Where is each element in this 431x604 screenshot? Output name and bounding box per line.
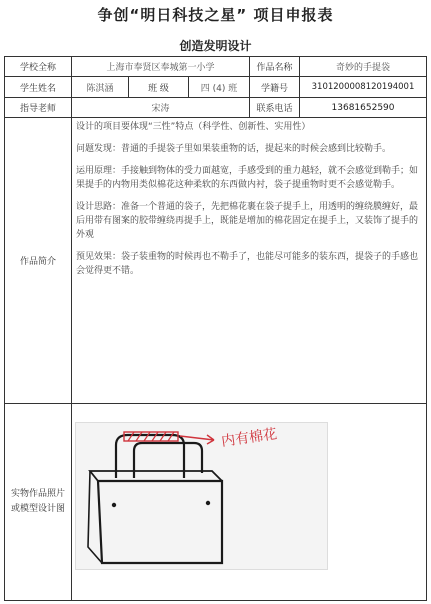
- bag-rivet-left: [112, 503, 116, 507]
- form-title: 争创“明日科技之星” 项目申报表: [97, 6, 334, 24]
- row-photo: [5, 404, 427, 601]
- work-name-label: 作品名称: [250, 57, 300, 77]
- school-value: 上海市奉贤区奉城第一小学: [72, 57, 250, 77]
- intro-label: 作品简介: [5, 118, 72, 404]
- student-label: 学生姓名: [5, 77, 72, 98]
- intro-paragraph-effect: 预见效果：袋子装重物的时候再也不勒手了，也能尽可能多的装东西，提袋子的手感也会觉得更不错。: [76, 252, 419, 276]
- intro-content: [72, 118, 427, 404]
- row-intro: [5, 118, 427, 404]
- cotton-annotation: 内有棉花: [220, 426, 279, 450]
- intro-paragraph-requirement: 设计的项目要体现“三性”特点（科学性、创新性、实用性）: [76, 122, 311, 132]
- student-id-value: 3101200008120194001: [300, 77, 427, 98]
- intro-paragraph-design: 设计思路：准备一个普通的袋子，先把棉花裹在袋子提手上，用透明的缠绕膜缠好，最后用带有图案的胶带缠绕再提手上，既能是增加的棉花固定在提手上，又装饰了提手的外观: [76, 202, 419, 240]
- intro-paragraph-principle: 运用原理：手接触到物体的受力面越宽，手感受到的重力越轻，就不会感觉到勒手；如果提手的内物用类似棉花这种柔软的东西做内衬，袋子提重物时更不会感觉勒手。: [76, 166, 419, 190]
- student-id-label: 学籍号: [250, 77, 300, 98]
- photo-label: 实物作品照片或模型设计图: [5, 404, 72, 601]
- bag-sketch-photo: [75, 422, 328, 570]
- bag-sketch-drawing: [76, 423, 327, 569]
- class-label: 班 级: [129, 77, 189, 98]
- photo-cell: [72, 404, 427, 601]
- phone-value: 13681652590: [300, 98, 427, 118]
- row-teacher: [5, 98, 427, 118]
- form-subtitle: 创造发明设计: [179, 39, 252, 53]
- phone-label: 联系电话: [250, 98, 300, 118]
- bag-body-front: [98, 481, 222, 563]
- student-value: 陈淇涵: [72, 77, 129, 98]
- bag-handle-right: [134, 443, 202, 478]
- row-student: [5, 77, 427, 98]
- bag-rivet-right: [206, 501, 210, 505]
- cotton-padding-hatch: [124, 432, 178, 441]
- class-value: 四 (4) 班: [189, 77, 250, 98]
- teacher-label: 指导老师: [5, 98, 72, 118]
- application-form-table: [4, 56, 427, 601]
- intro-paragraph-problem: 问题发现：普通的手提袋子里如果装重物的话，提起来的时候会感到比较勒手。: [76, 144, 392, 154]
- row-school: [5, 57, 427, 77]
- teacher-value: 宋涛: [72, 98, 250, 118]
- school-label: 学校全称: [5, 57, 72, 77]
- work-name-value: 奇妙的手提袋: [300, 57, 427, 77]
